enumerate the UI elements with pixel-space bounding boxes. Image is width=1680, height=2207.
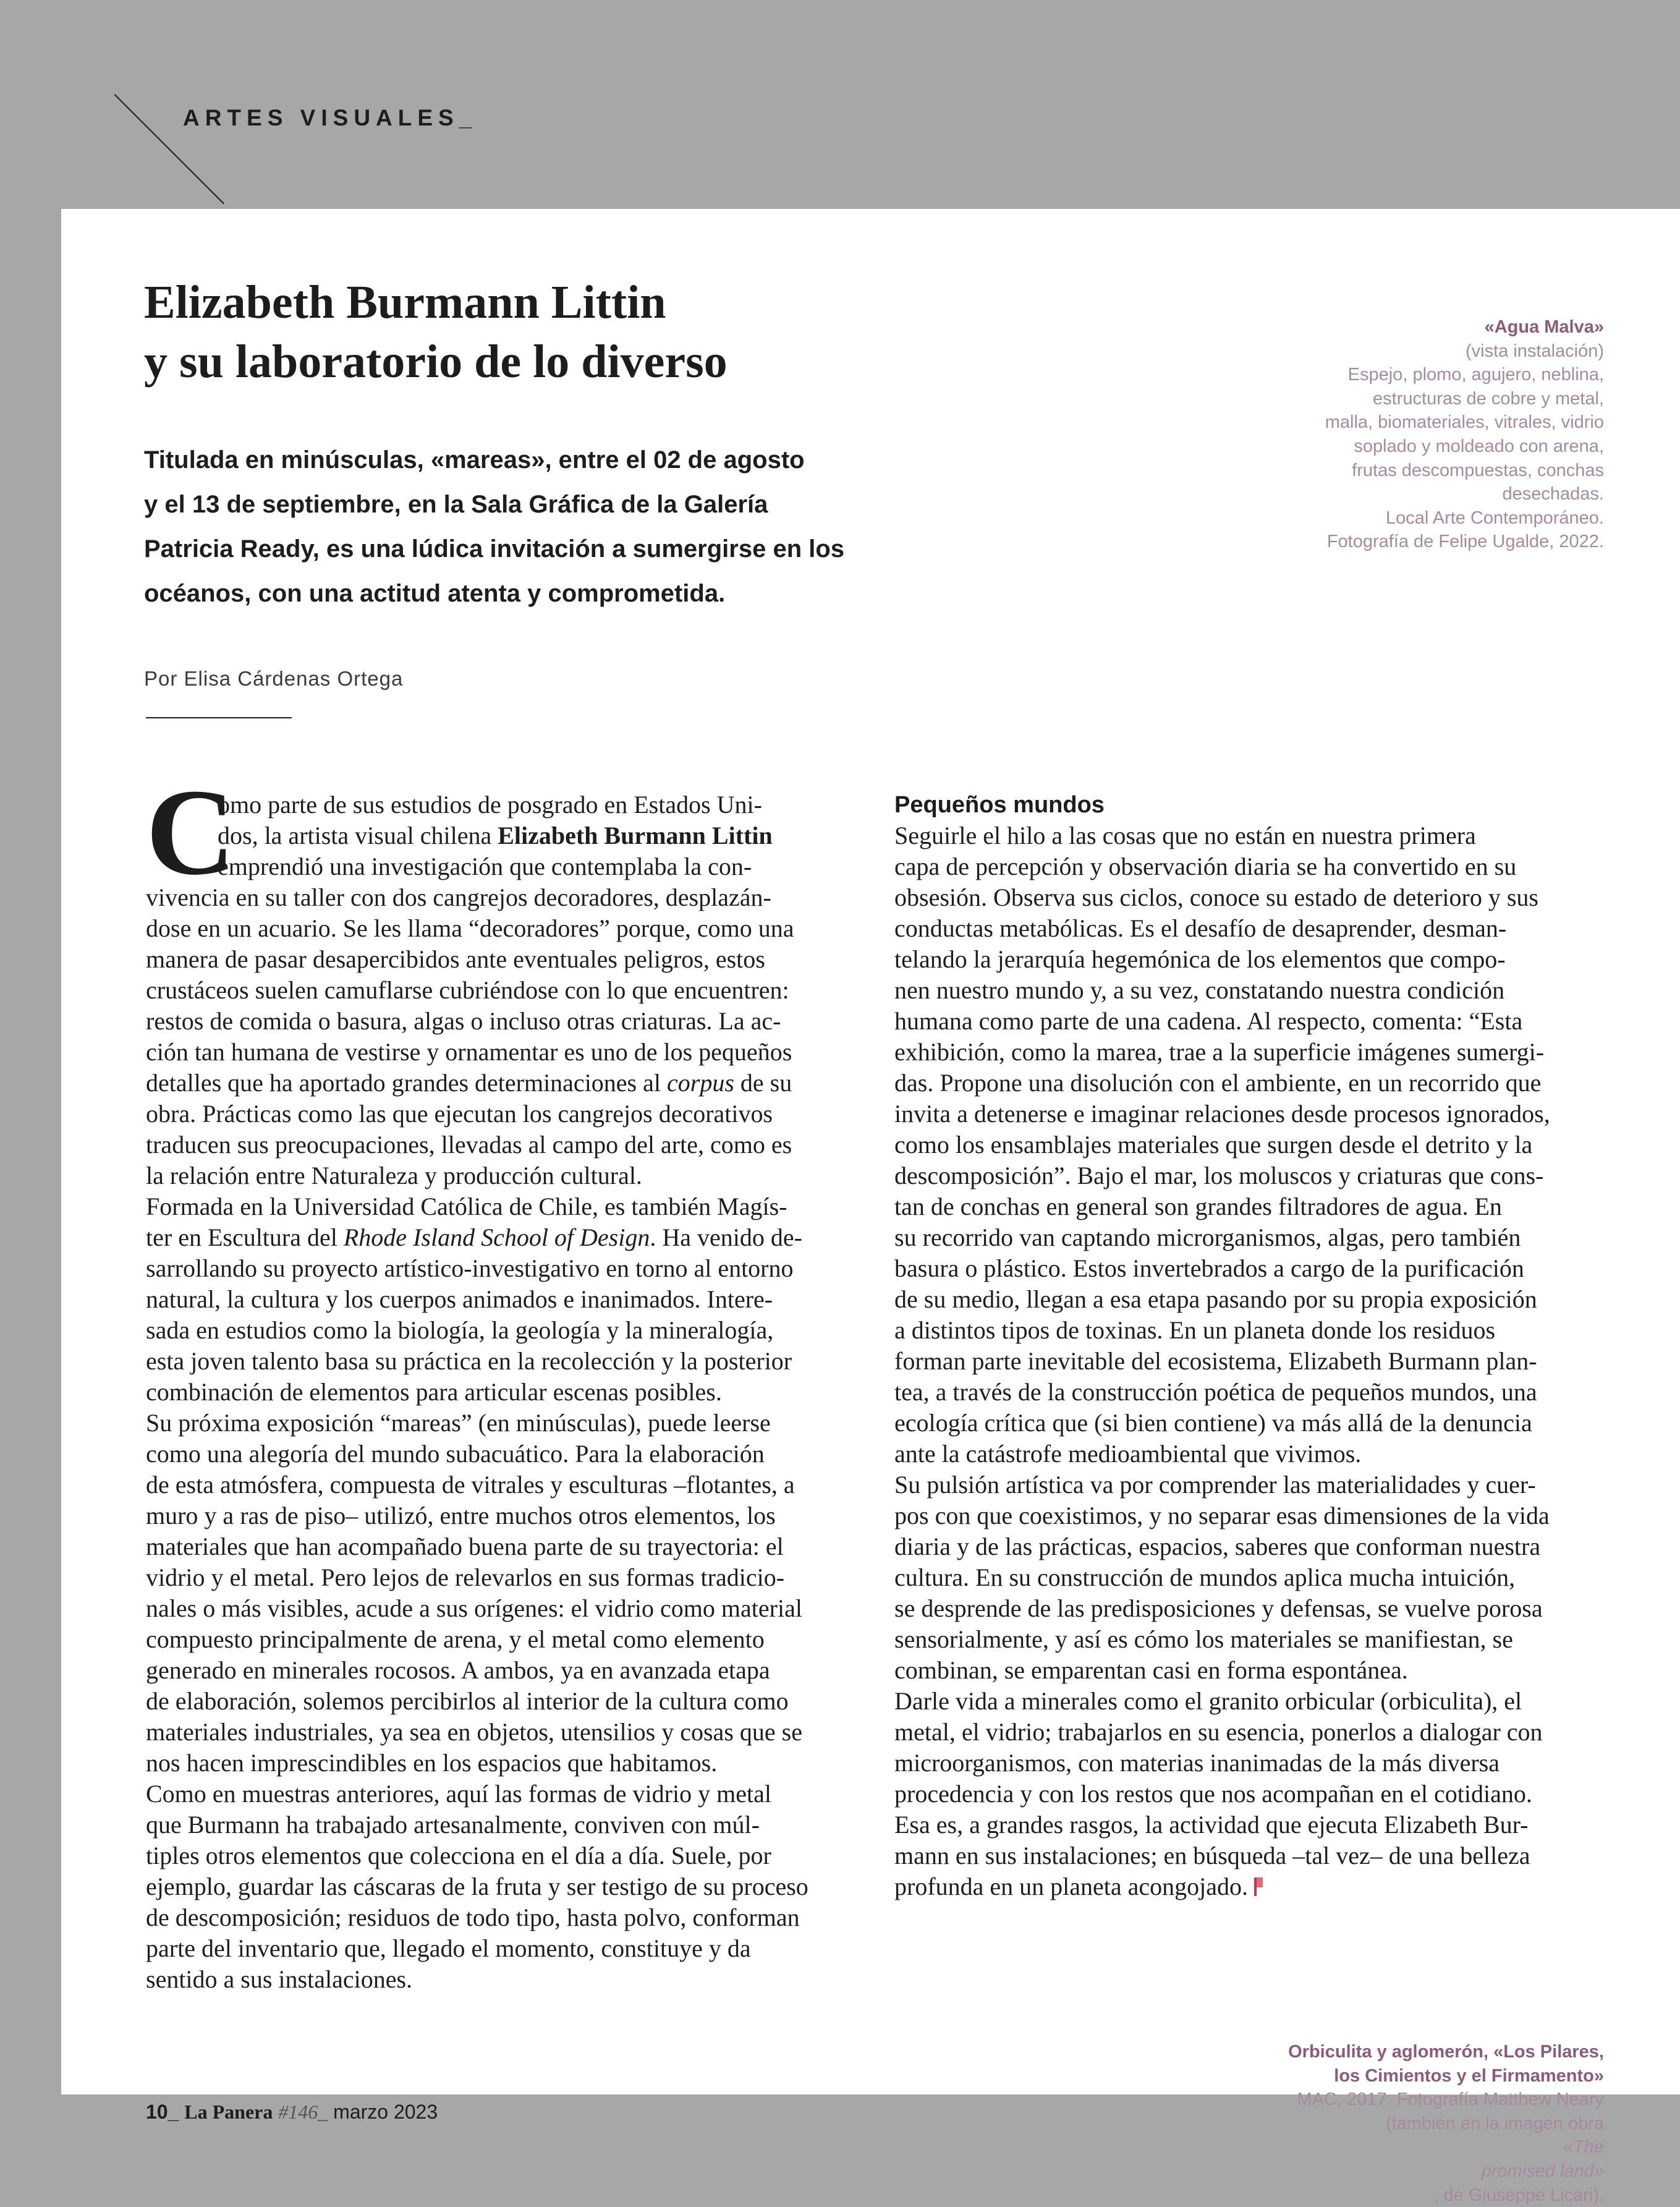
body-line: tiples otros elementos que colecciona en el día a día. Suele, por	[146, 1842, 771, 1869]
body-line: Darle vida a minerales como el granito orbicular (orbiculita), el	[894, 1687, 1522, 1715]
body-line: de descomposición; residuos de todo tipo, hasta polvo, conforman	[146, 1903, 800, 1931]
body-line: tan de conchas en general son grandes filtradores de agua. En	[894, 1193, 1502, 1220]
caption-line: malla, biomateriales, vitrales, vidrio	[1325, 412, 1604, 433]
caption-line: desechadas.	[1502, 484, 1604, 504]
body-line: capa de percepción y observación diaria se ha convertido en su	[894, 853, 1517, 880]
deck-line: Titulada en minúsculas, «mareas», entre el 02 de agosto	[144, 446, 805, 474]
body-line: se desprende de las predisposiciones y defensas, se vuelve porosa	[894, 1594, 1543, 1622]
body-line: combinación de elementos para articular escenas posibles.	[146, 1378, 722, 1406]
body-line: ecología crítica que (si bien contiene) va más allá de la denuncia	[894, 1409, 1532, 1437]
caption-line: (vista instalación)	[1465, 341, 1604, 361]
body-line: nen nuestro mundo y, a su vez, constatando nuestra condición	[894, 976, 1505, 1004]
body-line: materiales que han acompañado buena parte de su trayectoria: el	[146, 1533, 784, 1560]
artist-name: Elizabeth Burmann Littin	[498, 822, 773, 849]
body-line: de su medio, llegan a esa etapa pasando por su propia exposición	[894, 1285, 1537, 1313]
body-line: materiales industriales, ya sea en objetos, utensilios y cosas que se	[146, 1718, 802, 1746]
photo-caption-top	[1325, 315, 1604, 554]
body-line: Como en muestras anteriores, aquí las formas de vidrio y metal	[146, 1780, 771, 1808]
caption-title: los Cimientos y el Firmamento»	[1334, 2065, 1604, 2086]
body-line: detalles que ha aportado grandes determinaciones al corpus de su	[146, 1069, 792, 1097]
body-line: restos de comida o basura, algas o incluso otras criaturas. La ac-	[146, 1007, 781, 1035]
byline-rule	[146, 717, 292, 718]
body-line: mann en sus instalaciones; en búsqueda –tal vez– de una belleza	[894, 1842, 1530, 1869]
body-line: ter en Escultura del Rhode Island School of Design. Ha venido de-	[146, 1223, 802, 1251]
caption-line: soplado y moldeado con arena,	[1354, 436, 1604, 456]
body-line: telando la jerarquía hegemónica de los elementos que compo-	[894, 945, 1506, 973]
body-line: profunda en un planeta acongojado.	[894, 1871, 1574, 1902]
caption-line: Fotografía de Felipe Ugalde, 2022.	[1326, 532, 1604, 552]
body-line: combinan, se emparentan casi en forma espontánea.	[894, 1656, 1408, 1684]
photo-caption-bottom	[1288, 2040, 1604, 2207]
body-line: dose en un acuario. Se les llama “decoradores” porque, como una	[146, 914, 794, 942]
body-line: parte del inventario que, llegado el momento, constituye y da	[146, 1934, 751, 1962]
body-line: dos, la artista visual chilena Elizabeth Burmann Littin	[218, 822, 773, 849]
issue-date: marzo 2023	[333, 2101, 438, 2123]
caption-title: «Agua Malva»	[1484, 317, 1604, 337]
body-line: procedencia y con los restos que nos acompañan en el cotidiano.	[894, 1780, 1532, 1808]
body-line: ción tan humana de vestirse y ornamentar es uno de los pequeños	[146, 1038, 792, 1066]
body-line: pos con que coexistimos, y no separar esas dimensiones de la vida	[894, 1502, 1550, 1529]
body-line: humana como parte de una cadena. Al respecto, comenta: “Esta	[894, 1007, 1523, 1035]
end-mark-icon	[1254, 1877, 1263, 1896]
body-line: descomposición”. Bajo el mar, los moluscos y criaturas que cons-	[894, 1162, 1544, 1189]
article-deck	[144, 438, 855, 616]
body-line: das. Propone una disolución con el ambiente, en un recorrido que	[894, 1069, 1542, 1097]
body-line: forman parte inevitable del ecosistema, Elizabeth Burmann plan-	[894, 1347, 1537, 1375]
article-title	[144, 273, 1009, 391]
issue-number: #146_	[278, 2101, 328, 2123]
body-line: como los ensamblajes materiales que surgen desde el detrito y la	[894, 1131, 1533, 1159]
body-line: exhibición, como la marea, trae a la superficie imágenes sumergi-	[894, 1038, 1545, 1066]
subheading: Pequeños mundos	[894, 792, 1105, 818]
body-line: crustáceos suelen camuflarse cubriéndose con lo que encuentren:	[146, 976, 789, 1004]
title-line: y su laboratorio de lo diverso	[144, 336, 728, 388]
body-line: tea, a través de la construcción poética de pequeños mundos, una	[894, 1378, 1537, 1406]
caption-line: promised land» , de Giuseppe Licari).	[1433, 2161, 1604, 2205]
body-line: emprendió una investigación que contemplaba la con-	[218, 853, 752, 880]
body-line: diaria y de las prácticas, espacios, saberes que conforman nuestra	[894, 1533, 1541, 1560]
body-line: a distintos tipos de toxinas. En un planeta donde los residuos	[894, 1316, 1496, 1344]
deck-line: y el 13 de septiembre, en la Sala Gráfica de la Galería	[144, 491, 768, 518]
body-line: ante la catástrofe medioambiental que vivimos.	[894, 1440, 1362, 1468]
body-line: esta joven talento basa su práctica en la recolección y la posterior	[146, 1347, 792, 1375]
body-line: traducen sus preocupaciones, llevadas al campo del arte, como es	[146, 1131, 792, 1159]
body-line: basura o plástico. Estos invertebrados a cargo de la purificación	[894, 1254, 1524, 1282]
caption-line: Espejo, plomo, agujero, neblina,	[1347, 365, 1604, 385]
body-line: su recorrido van captando microrganismos, algas, pero también	[894, 1223, 1521, 1251]
body-line: sensorialmente, y así es cómo los materiales se manifiestan, se	[894, 1625, 1513, 1653]
body-line: manera de pasar desapercibidos ante eventuales peligros, estos	[146, 945, 765, 973]
body-line: vidrio y el metal. Pero lejos de relevarlos en sus formas tradicio-	[146, 1563, 785, 1591]
body-column-left	[146, 789, 826, 1995]
body-line: ejemplo, guardar las cáscaras de la fruta y ser testigo de su proceso	[146, 1873, 808, 1900]
deck-line: Patricia Ready, es una lúdica invitación a sumergirse en los	[144, 535, 845, 563]
body-line: Formada en la Universidad Católica de Chile, es también Magís-	[146, 1193, 787, 1220]
body-line: microorganismos, con materias inanimadas de la más diversa	[894, 1749, 1500, 1777]
body-line: Esa es, a grandes rasgos, la actividad que ejecuta Elizabeth Bur-	[894, 1811, 1529, 1839]
body-line: cultura. En su construcción de mundos aplica mucha intuición,	[894, 1563, 1516, 1591]
body-line: de esta atmósfera, compuesta de vitrales y esculturas –flotantes, a	[146, 1471, 795, 1499]
body-line: conductas metabólicas. Es el desafío de desaprender, desman-	[894, 914, 1507, 942]
body-line: que Burmann ha trabajado artesanalmente, conviven con múl-	[146, 1811, 760, 1839]
body-line: obsesión. Observa sus ciclos, conoce su estado de deterioro y sus	[894, 883, 1538, 911]
body-line: Seguirle el hilo a las cosas que no están en nuestra primera	[894, 822, 1476, 849]
section-label: ARTES VISUALES_	[183, 105, 478, 130]
caption-line: frutas descompuestas, conchas	[1352, 460, 1604, 480]
body-line: como una alegoría del mundo subacuático. Para la elaboración	[146, 1440, 765, 1468]
body-column-right	[894, 789, 1574, 1902]
deck-line: océanos, con una actitud atenta y comprometida.	[144, 580, 726, 607]
body-line: omo parte de sus estudios de posgrado en Estados Uni-	[218, 791, 762, 819]
drop-cap: C	[146, 764, 235, 901]
byline: Por Elisa Cárdenas Ortega	[144, 667, 404, 690]
caption-title: Orbiculita y aglomerón, «Los Pilares,	[1288, 2042, 1604, 2062]
body-line: sada en estudios como la biología, la geología y la mineralogía,	[146, 1316, 774, 1344]
caption-line: MAC, 2017. Fotografía Matthew Neary	[1297, 2090, 1604, 2110]
body-line: Su pulsión artística va por comprender las materialidades y cuer-	[894, 1471, 1536, 1499]
body-line: compuesto principalmente de arena, y el metal como elemento	[146, 1625, 765, 1653]
body-line: muro y a ras de piso– utilizó, entre muchos otros elementos, los	[146, 1502, 776, 1529]
body-line: sentido a sus instalaciones.	[146, 1965, 413, 1993]
body-line: vivencia en su taller con dos cangrejos decoradores, desplazán-	[146, 883, 771, 911]
body-line: la relación entre Naturaleza y producción cultural.	[146, 1162, 642, 1189]
body-line: metal, el vidrio; trabajarlos en su esencia, ponerlos a dialogar con	[894, 1718, 1543, 1746]
caption-line: estructuras de cobre y metal,	[1373, 388, 1604, 409]
body-line: de elaboración, solemos percibirlos al interior de la cultura como	[146, 1687, 789, 1715]
magazine-name: La Panera	[184, 2101, 273, 2123]
body-line: invita a detenerse e imaginar relaciones desde procesos ignorados,	[894, 1100, 1550, 1128]
body-line: Su próxima exposición “mareas” (en minúsculas), puede leerse	[146, 1409, 771, 1437]
body-line: nos hacen imprescindibles en los espacios que habitamos.	[146, 1749, 718, 1777]
page-footer	[146, 2101, 438, 2124]
title-line: Elizabeth Burmann Littin	[144, 276, 666, 328]
body-line: generado en minerales rocosos. A ambos, ya en avanzada etapa	[146, 1656, 770, 1684]
body-line: nales o más visibles, acude a sus orígenes: el vidrio como material	[146, 1594, 802, 1622]
body-line: sarrollando su proyecto artístico-investigativo en torno al entorno	[146, 1254, 794, 1282]
body-line: obra. Prácticas como las que ejecutan los cangrejos decorativos	[146, 1100, 773, 1128]
page-number: 10_	[146, 2101, 179, 2123]
caption-line: Local Arte Contemporáneo.	[1385, 508, 1604, 528]
caption-line: (también en la imagen obra «The	[1385, 2113, 1604, 2158]
body-line: natural, la cultura y los cuerpos animados e inanimados. Intere-	[146, 1285, 773, 1313]
